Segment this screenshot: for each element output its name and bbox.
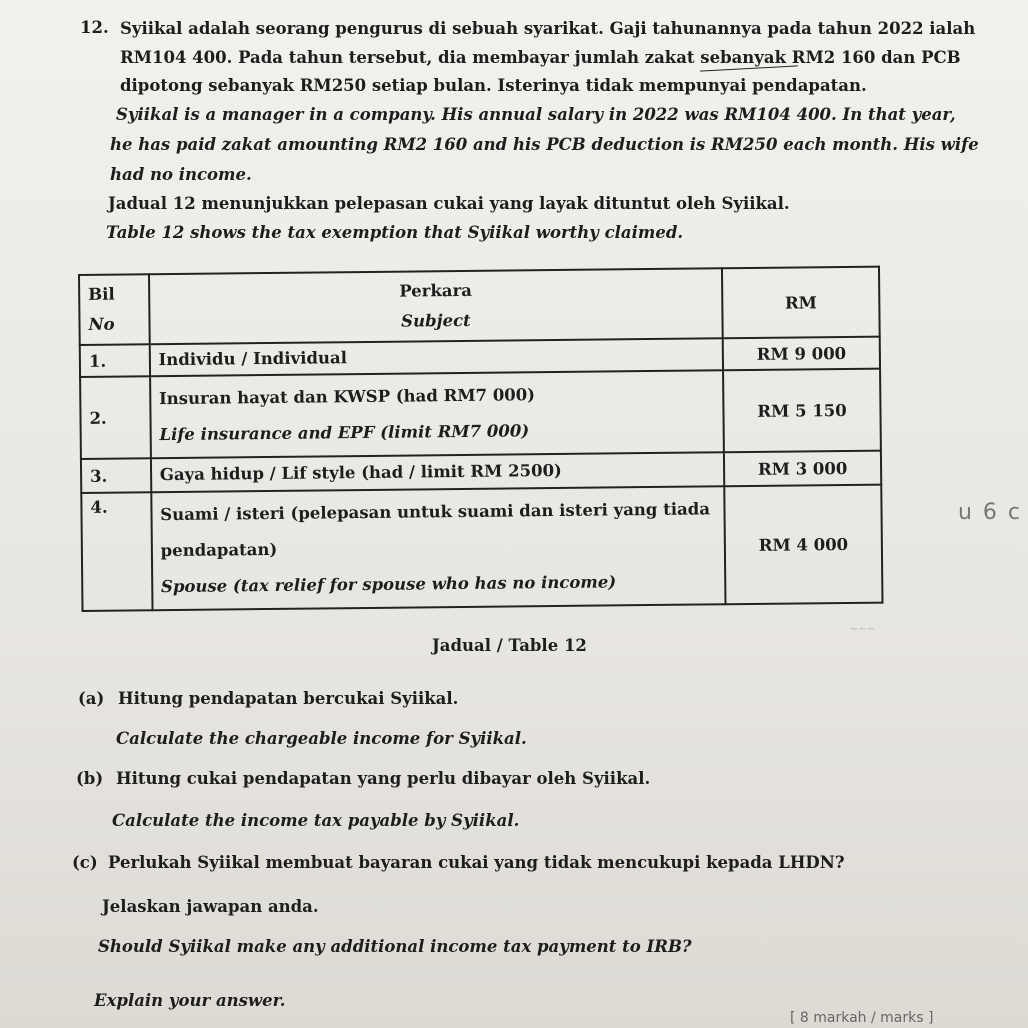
intro-ms-line-2: RM104 400. Pada tahun tersebut, dia membayar jumlah zakat sebanyak RM2 160 dan PCB [120, 48, 961, 67]
part-c-en: Should Syiikal make any additional income tax payment to IRB? [98, 937, 692, 956]
question-number: 12. [80, 18, 109, 37]
part-a-label: (a) [78, 689, 105, 708]
row-subject-line: Life insurance and EPF (limit RM7 000) [159, 421, 530, 445]
part-c-ms: Perlukah Syiikal membuat bayaran cukai yang tidak mencukupi kepada LHDN? [108, 853, 845, 872]
part-a-ms: Hitung pendapatan bercukai Syiikal. [118, 689, 459, 708]
row-subject-line: Spouse (tax relief for spouse who has no income) [160, 572, 617, 597]
row-subject-line: pendapatan) [160, 539, 278, 561]
row-amount: RM 5 150 [723, 369, 881, 453]
table-row [80, 369, 881, 459]
row-amount: RM 3 000 [724, 451, 881, 487]
intro-en-line-2: he has paid zakat amounting RM2 160 and his PCB deduction is RM250 each month. His wife [110, 135, 979, 154]
header-perkara-subject [149, 268, 723, 344]
part-b-ms: Hitung cukai pendapatan yang perlu dibayar oleh Syiikal. [116, 769, 651, 788]
header-subject: Subject [401, 310, 471, 331]
marks-label: [ 8 markah / marks ] [790, 1010, 934, 1026]
row-amount: RM 4 000 [724, 485, 882, 605]
row-subject-line: Insuran hayat dan KWSP (had RM7 000) [158, 385, 536, 409]
row-number: 1. [80, 344, 150, 377]
row-subject-line: Suami / isteri (pelepasan untuk suami dan isteri yang tiada [160, 499, 711, 525]
table-row [81, 485, 882, 611]
part-a-en: Calculate the chargeable income for Syiikal. [116, 729, 527, 748]
header-no: No [88, 314, 115, 334]
row-subject-line: Gaya hidup / Lif style (had / limit RM 2500) [159, 460, 562, 485]
row-number: 2. [80, 376, 151, 459]
tax-relief-table [78, 266, 883, 612]
part-c-ms2: Jelaskan jawapan anda. [102, 897, 319, 916]
intro-en-line-1: Syiikal is a manager in a company. His annual salary in 2022 was RM104 400. In that year, [116, 105, 956, 124]
table-intro-ms: Jadual 12 menunjukkan pelepasan cukai yang layak dituntut oleh Syiikal. [108, 194, 790, 213]
part-b-en: Calculate the income tax payable by Syiikal. [112, 811, 520, 830]
header-bil: Bil [88, 284, 115, 304]
paper-smudge: ~~~ [850, 624, 876, 635]
part-c-en2: Explain your answer. [94, 991, 286, 1010]
intro-ms-line-3: dipotong sebanyak RM250 setiap bulan. Isterinya tidak mempunyai pendapatan. [120, 76, 867, 95]
row-number: 3. [81, 458, 151, 493]
row-number: 4. [81, 492, 152, 611]
table-intro-en: Table 12 shows the tax exemption that Syiikal worthy claimed. [106, 223, 684, 242]
row-amount: RM 9 000 [723, 337, 880, 371]
part-c-label: (c) [72, 853, 98, 872]
part-b-label: (b) [76, 769, 104, 788]
header-bil-no [79, 274, 149, 345]
header-perkara: Perkara [399, 280, 473, 301]
row-subject [150, 370, 724, 458]
table-caption: Jadual / Table 12 [432, 636, 587, 655]
header-rm: RM [722, 267, 880, 339]
table-header-row [79, 267, 880, 345]
intro-en-line-3: had no income. [110, 165, 252, 184]
intro-ms-line-1: Syiikal adalah seorang pengurus di sebuah syarikat. Gaji tahunannya pada tahun 2022 ialah [120, 19, 976, 38]
handwritten-scribble: u 6 c [958, 500, 1023, 525]
row-subject-line: Individu / Individual [158, 348, 348, 370]
row-subject [151, 486, 726, 610]
